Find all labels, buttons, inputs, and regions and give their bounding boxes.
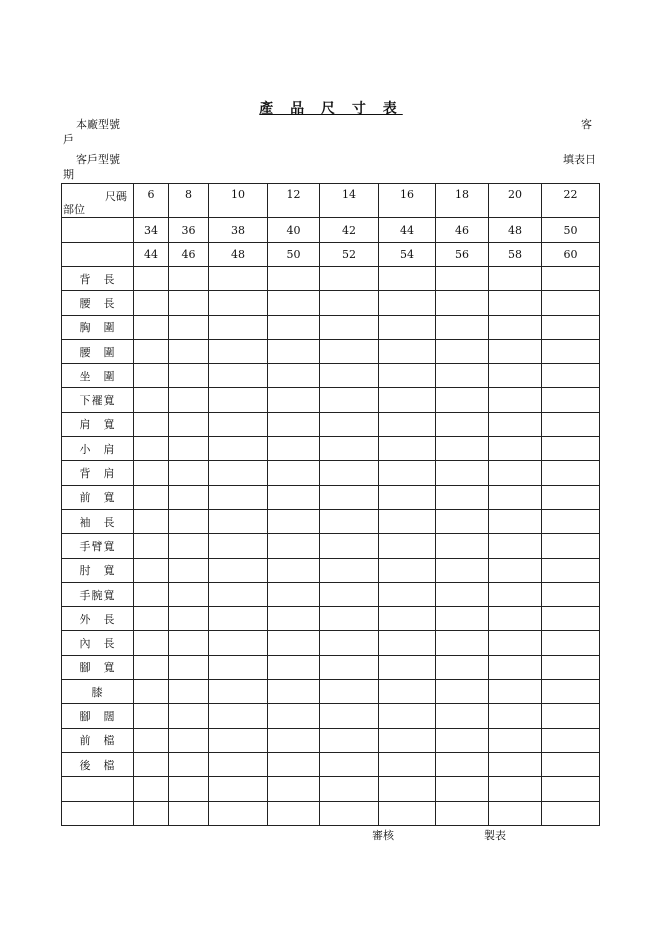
part-label-cell: 小 肩 <box>62 437 134 461</box>
measurement-cell[interactable] <box>542 364 600 388</box>
measurement-cell[interactable] <box>320 339 379 363</box>
measurement-cell[interactable] <box>209 631 268 655</box>
measurement-cell[interactable] <box>209 315 268 339</box>
measurement-cell[interactable] <box>542 607 600 631</box>
part-label-cell: 肩 寬 <box>62 412 134 436</box>
measurement-row <box>62 315 600 339</box>
measurement-cell[interactable] <box>320 461 379 485</box>
measurement-cell[interactable] <box>169 680 209 704</box>
size-cell: 12 <box>268 184 320 218</box>
measurement-cell[interactable] <box>169 582 209 606</box>
measurement-cell[interactable] <box>209 267 268 291</box>
size-cell: 6 <box>134 184 169 218</box>
size-cell: 8 <box>169 184 209 218</box>
measurement-cell[interactable] <box>542 388 600 412</box>
measurement-cell[interactable] <box>134 534 169 558</box>
measurement-cell[interactable] <box>489 777 542 801</box>
measurement-cell[interactable] <box>134 339 169 363</box>
measurement-cell[interactable] <box>209 461 268 485</box>
measurement-cell[interactable] <box>320 509 379 533</box>
measurement-cell[interactable] <box>436 437 489 461</box>
size-cell: 52 <box>320 243 379 267</box>
measurement-cell[interactable] <box>542 291 600 315</box>
measurement-row <box>62 437 600 461</box>
measurement-cell[interactable] <box>379 777 436 801</box>
measurement-cell[interactable] <box>489 437 542 461</box>
measurement-row <box>62 655 600 679</box>
measurement-cell[interactable] <box>379 558 436 582</box>
measurement-cell[interactable] <box>209 437 268 461</box>
measurement-cell[interactable] <box>379 582 436 606</box>
measurement-cell[interactable] <box>134 364 169 388</box>
size-cell: 46 <box>169 243 209 267</box>
measurement-cell[interactable] <box>169 728 209 752</box>
measurement-cell[interactable] <box>436 728 489 752</box>
measurement-cell[interactable] <box>436 704 489 728</box>
measurement-cell[interactable] <box>542 752 600 776</box>
measurement-cell[interactable] <box>436 412 489 436</box>
size-cell: 56 <box>436 243 489 267</box>
measurement-cell[interactable] <box>134 752 169 776</box>
size-cell: 58 <box>489 243 542 267</box>
part-label-cell: 背 長 <box>62 267 134 291</box>
measurement-cell[interactable] <box>268 801 320 825</box>
measurement-row <box>62 777 600 801</box>
measurement-cell[interactable] <box>379 291 436 315</box>
measurement-cell[interactable] <box>209 680 268 704</box>
measurement-cell[interactable] <box>320 752 379 776</box>
measurement-cell[interactable] <box>169 777 209 801</box>
measurement-cell[interactable] <box>542 339 600 363</box>
measurement-cell[interactable] <box>209 412 268 436</box>
part-label-cell <box>62 777 134 801</box>
measurement-cell[interactable] <box>268 437 320 461</box>
measurement-cell[interactable] <box>320 437 379 461</box>
measurement-row <box>62 485 600 509</box>
measurement-cell[interactable] <box>379 267 436 291</box>
measurement-cell[interactable] <box>436 388 489 412</box>
part-label-cell: 內 長 <box>62 631 134 655</box>
measurement-row <box>62 388 600 412</box>
measurement-cell[interactable] <box>379 315 436 339</box>
measurement-cell[interactable] <box>209 558 268 582</box>
customer-label-top: 客 <box>581 118 592 131</box>
size-cell: 44 <box>379 218 436 243</box>
measurement-cell[interactable] <box>169 315 209 339</box>
measurement-cell[interactable] <box>320 704 379 728</box>
measurement-cell[interactable] <box>436 607 489 631</box>
measurement-cell[interactable] <box>489 364 542 388</box>
measurement-cell[interactable] <box>489 509 542 533</box>
measurement-cell[interactable] <box>379 509 436 533</box>
measurement-cell[interactable] <box>320 534 379 558</box>
measurement-cell[interactable] <box>489 315 542 339</box>
corner-cell <box>62 184 134 218</box>
measurement-cell[interactable] <box>134 704 169 728</box>
measurement-cell[interactable] <box>169 364 209 388</box>
blank-label-cell <box>62 218 134 243</box>
part-label-cell: 腳 寬 <box>62 655 134 679</box>
size-cell: 36 <box>169 218 209 243</box>
part-label-cell: 膝 <box>62 680 134 704</box>
measurement-cell[interactable] <box>489 607 542 631</box>
measurement-cell[interactable] <box>542 680 600 704</box>
measurement-cell[interactable] <box>320 558 379 582</box>
measurement-cell[interactable] <box>134 315 169 339</box>
measurement-cell[interactable] <box>542 412 600 436</box>
measurement-cell[interactable] <box>209 388 268 412</box>
customer-label-bottom: 戶 <box>63 133 74 146</box>
measurement-row <box>62 267 600 291</box>
measurement-cell[interactable] <box>169 388 209 412</box>
fill-date-label-bottom: 期 <box>63 168 74 181</box>
measurement-cell[interactable] <box>542 558 600 582</box>
measurement-cell[interactable] <box>268 267 320 291</box>
measurement-cell[interactable] <box>436 631 489 655</box>
measurement-cell[interactable] <box>542 801 600 825</box>
measurement-cell[interactable] <box>436 680 489 704</box>
measurement-cell[interactable] <box>268 461 320 485</box>
measurement-cell[interactable] <box>169 437 209 461</box>
measurement-cell[interactable] <box>379 680 436 704</box>
size-header-row <box>62 218 600 243</box>
measurement-cell[interactable] <box>379 704 436 728</box>
measurement-cell[interactable] <box>489 412 542 436</box>
measurement-cell[interactable] <box>268 607 320 631</box>
size-cell: 48 <box>209 243 268 267</box>
measurement-cell[interactable] <box>489 485 542 509</box>
size-cell: 48 <box>489 218 542 243</box>
measurement-cell[interactable] <box>169 412 209 436</box>
measurement-cell[interactable] <box>169 291 209 315</box>
measurement-cell[interactable] <box>268 728 320 752</box>
part-label-cell: 手腕寬 <box>62 582 134 606</box>
document-title: 產 品 尺 寸 表 <box>259 101 403 117</box>
measurement-row <box>62 534 600 558</box>
measurement-cell[interactable] <box>489 582 542 606</box>
measurement-cell[interactable] <box>134 680 169 704</box>
measurement-cell[interactable] <box>209 509 268 533</box>
part-label-cell: 袖 長 <box>62 509 134 533</box>
measurement-cell[interactable] <box>209 485 268 509</box>
measurement-row <box>62 558 600 582</box>
measurement-cell[interactable] <box>134 607 169 631</box>
size-cell: 22 <box>542 184 600 218</box>
size-cell: 60 <box>542 243 600 267</box>
measurement-cell[interactable] <box>134 437 169 461</box>
part-label-cell: 前 寬 <box>62 485 134 509</box>
size-cell: 38 <box>209 218 268 243</box>
measurement-cell[interactable] <box>542 267 600 291</box>
measurement-cell[interactable] <box>379 412 436 436</box>
measurement-cell[interactable] <box>542 631 600 655</box>
measurement-cell[interactable] <box>268 558 320 582</box>
measurement-cell[interactable] <box>542 582 600 606</box>
measurement-cell[interactable] <box>209 801 268 825</box>
measurement-cell[interactable] <box>268 631 320 655</box>
measurement-cell[interactable] <box>134 291 169 315</box>
measurement-cell[interactable] <box>489 680 542 704</box>
measurement-cell[interactable] <box>134 412 169 436</box>
measurement-cell[interactable] <box>169 485 209 509</box>
measurement-cell[interactable] <box>489 534 542 558</box>
measurement-row <box>62 752 600 776</box>
measurement-cell[interactable] <box>320 364 379 388</box>
measurement-cell[interactable] <box>268 752 320 776</box>
measurement-cell[interactable] <box>320 631 379 655</box>
measurement-row <box>62 339 600 363</box>
measurement-cell[interactable] <box>268 655 320 679</box>
measurement-cell[interactable] <box>542 461 600 485</box>
measurement-cell[interactable] <box>436 582 489 606</box>
measurement-cell[interactable] <box>209 704 268 728</box>
part-label-cell: 腳 闊 <box>62 704 134 728</box>
measurement-cell[interactable] <box>489 655 542 679</box>
measurement-row <box>62 728 600 752</box>
part-label-cell <box>62 801 134 825</box>
fill-date-label-top: 填表日 <box>563 153 596 166</box>
size-cell: 20 <box>489 184 542 218</box>
size-header-row <box>62 184 600 218</box>
blank-label-cell <box>62 243 134 267</box>
measurement-cell[interactable] <box>436 801 489 825</box>
measurement-row <box>62 412 600 436</box>
measurement-cell[interactable] <box>169 704 209 728</box>
measurement-cell[interactable] <box>542 534 600 558</box>
measurement-cell[interactable] <box>542 728 600 752</box>
customer-model-label: 客戶型號 <box>76 153 120 166</box>
measurement-cell[interactable] <box>268 509 320 533</box>
measurement-cell[interactable] <box>268 315 320 339</box>
measurement-cell[interactable] <box>379 534 436 558</box>
measurement-cell[interactable] <box>542 655 600 679</box>
measurement-cell[interactable] <box>489 631 542 655</box>
measurement-cell[interactable] <box>489 704 542 728</box>
measurement-cell[interactable] <box>436 291 489 315</box>
measurement-cell[interactable] <box>134 509 169 533</box>
measurement-cell[interactable] <box>320 680 379 704</box>
part-label-cell: 背 肩 <box>62 461 134 485</box>
measurement-cell[interactable] <box>134 655 169 679</box>
measurement-cell[interactable] <box>436 509 489 533</box>
measurement-cell[interactable] <box>379 631 436 655</box>
measurement-cell[interactable] <box>542 704 600 728</box>
part-label-cell: 肘 寬 <box>62 558 134 582</box>
measurement-cell[interactable] <box>379 655 436 679</box>
part-label-cell: 腰 長 <box>62 291 134 315</box>
measurement-cell[interactable] <box>134 582 169 606</box>
measurement-row <box>62 509 600 533</box>
size-cell: 50 <box>542 218 600 243</box>
part-label-cell: 腰 圍 <box>62 339 134 363</box>
measurement-cell[interactable] <box>379 607 436 631</box>
measurement-cell[interactable] <box>134 461 169 485</box>
measurement-cell[interactable] <box>169 631 209 655</box>
size-cell: 46 <box>436 218 489 243</box>
measurement-cell[interactable] <box>320 291 379 315</box>
measurement-cell[interactable] <box>542 485 600 509</box>
measurement-cell[interactable] <box>209 582 268 606</box>
size-cell: 40 <box>268 218 320 243</box>
measurement-cell[interactable] <box>169 801 209 825</box>
measurement-cell[interactable] <box>209 534 268 558</box>
measurement-cell[interactable] <box>489 291 542 315</box>
review-label: 審核 <box>372 829 394 842</box>
measurement-row <box>62 607 600 631</box>
measurement-cell[interactable] <box>320 801 379 825</box>
measurement-cell[interactable] <box>169 607 209 631</box>
measurement-cell[interactable] <box>436 267 489 291</box>
measurement-cell[interactable] <box>209 339 268 363</box>
measurement-cell[interactable] <box>209 777 268 801</box>
measurement-cell[interactable] <box>379 364 436 388</box>
measurement-cell[interactable] <box>542 509 600 533</box>
measurement-cell[interactable] <box>320 582 379 606</box>
size-cell: 10 <box>209 184 268 218</box>
size-cell: 44 <box>134 243 169 267</box>
measurement-cell[interactable] <box>209 364 268 388</box>
measurement-row <box>62 704 600 728</box>
measurement-cell[interactable] <box>379 437 436 461</box>
measurement-row <box>62 631 600 655</box>
part-label-cell: 後 檔 <box>62 752 134 776</box>
measurement-cell[interactable] <box>209 655 268 679</box>
measurement-cell[interactable] <box>134 485 169 509</box>
size-cell: 18 <box>436 184 489 218</box>
measurement-cell[interactable] <box>489 728 542 752</box>
measurement-cell[interactable] <box>542 315 600 339</box>
part-label-cell: 前 檔 <box>62 728 134 752</box>
measurement-cell[interactable] <box>379 728 436 752</box>
size-cell: 54 <box>379 243 436 267</box>
measurement-cell[interactable] <box>436 752 489 776</box>
measurement-cell[interactable] <box>436 777 489 801</box>
measurement-cell[interactable] <box>209 752 268 776</box>
measurement-cell[interactable] <box>134 801 169 825</box>
measurement-cell[interactable] <box>169 339 209 363</box>
measurement-cell[interactable] <box>542 777 600 801</box>
measurement-cell[interactable] <box>436 339 489 363</box>
part-label-cell: 手臂寬 <box>62 534 134 558</box>
part-label-cell: 坐 圍 <box>62 364 134 388</box>
size-cell: 34 <box>134 218 169 243</box>
measurement-cell[interactable] <box>209 607 268 631</box>
part-label-cell: 胸 圍 <box>62 315 134 339</box>
measurement-cell[interactable] <box>209 291 268 315</box>
measurement-cell[interactable] <box>268 412 320 436</box>
measurement-cell[interactable] <box>436 364 489 388</box>
measurement-cell[interactable] <box>379 388 436 412</box>
measurement-cell[interactable] <box>379 339 436 363</box>
measurement-cell[interactable] <box>169 509 209 533</box>
measurement-cell[interactable] <box>436 461 489 485</box>
measurement-cell[interactable] <box>268 364 320 388</box>
measurement-cell[interactable] <box>320 655 379 679</box>
measurement-cell[interactable] <box>268 388 320 412</box>
measurement-cell[interactable] <box>268 704 320 728</box>
measurement-cell[interactable] <box>169 752 209 776</box>
measurement-cell[interactable] <box>134 267 169 291</box>
measurement-cell[interactable] <box>268 339 320 363</box>
measurement-row <box>62 680 600 704</box>
measurement-cell[interactable] <box>209 728 268 752</box>
measurement-row <box>62 461 600 485</box>
measurement-cell[interactable] <box>169 655 209 679</box>
measurement-cell[interactable] <box>320 485 379 509</box>
measurement-cell[interactable] <box>436 485 489 509</box>
measurement-cell[interactable] <box>320 607 379 631</box>
measurement-cell[interactable] <box>379 461 436 485</box>
size-cell: 50 <box>268 243 320 267</box>
measurement-cell[interactable] <box>169 461 209 485</box>
measurement-cell[interactable] <box>268 291 320 315</box>
measurement-cell[interactable] <box>268 777 320 801</box>
part-label-cell: 外 長 <box>62 607 134 631</box>
measurement-cell[interactable] <box>379 752 436 776</box>
size-header-row <box>62 243 600 267</box>
measurement-cell[interactable] <box>268 534 320 558</box>
measurement-cell[interactable] <box>169 267 209 291</box>
factory-model-label: 本廠型號 <box>76 118 120 131</box>
measurement-cell[interactable] <box>134 388 169 412</box>
size-cell: 14 <box>320 184 379 218</box>
measurement-row <box>62 364 600 388</box>
size-cell: 42 <box>320 218 379 243</box>
part-label-cell: 下襬寬 <box>62 388 134 412</box>
measurement-cell[interactable] <box>134 558 169 582</box>
measurement-cell[interactable] <box>268 582 320 606</box>
measurement-cell[interactable] <box>134 728 169 752</box>
measurement-cell[interactable] <box>320 412 379 436</box>
measurement-cell[interactable] <box>436 558 489 582</box>
measurement-cell[interactable] <box>169 534 209 558</box>
measurement-cell[interactable] <box>320 388 379 412</box>
measurement-cell[interactable] <box>542 437 600 461</box>
measurement-cell[interactable] <box>268 680 320 704</box>
measurement-cell[interactable] <box>436 655 489 679</box>
measurement-cell[interactable] <box>436 534 489 558</box>
measurement-cell[interactable] <box>169 558 209 582</box>
measurement-cell[interactable] <box>489 752 542 776</box>
measurement-cell[interactable] <box>320 267 379 291</box>
prepared-label: 製表 <box>484 829 506 842</box>
measurement-cell[interactable] <box>489 558 542 582</box>
measurement-cell[interactable] <box>134 631 169 655</box>
measurement-cell[interactable] <box>134 777 169 801</box>
measurement-cell[interactable] <box>489 801 542 825</box>
measurement-cell[interactable] <box>379 485 436 509</box>
measurement-cell[interactable] <box>489 461 542 485</box>
measurement-cell[interactable] <box>489 388 542 412</box>
measurement-cell[interactable] <box>489 339 542 363</box>
measurement-row <box>62 291 600 315</box>
measurement-cell[interactable] <box>379 801 436 825</box>
corner-part-label: 部位 <box>63 203 85 216</box>
measurement-cell[interactable] <box>320 728 379 752</box>
measurement-cell[interactable] <box>320 315 379 339</box>
measurement-row <box>62 582 600 606</box>
measurement-cell[interactable] <box>436 315 489 339</box>
measurement-row <box>62 801 600 825</box>
measurement-cell[interactable] <box>268 485 320 509</box>
corner-size-label: 尺碼 <box>105 190 127 203</box>
measurement-cell[interactable] <box>489 267 542 291</box>
size-table <box>61 183 600 826</box>
size-cell: 16 <box>379 184 436 218</box>
measurement-cell[interactable] <box>320 777 379 801</box>
